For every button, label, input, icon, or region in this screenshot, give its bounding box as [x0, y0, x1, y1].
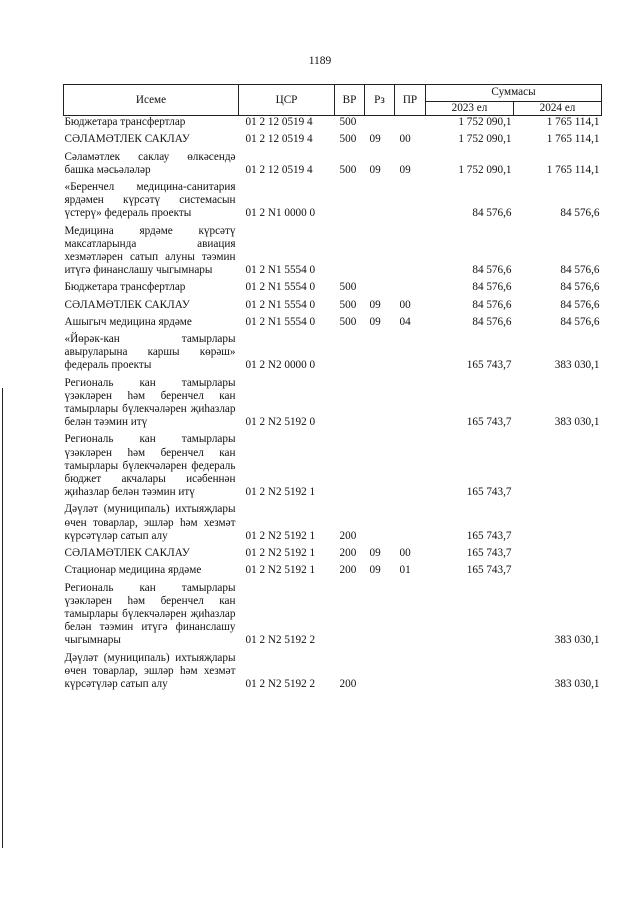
table-row — [64, 129, 602, 146]
row-rz: 09 — [369, 298, 381, 311]
row-vr — [335, 578, 365, 648]
table-row — [64, 221, 602, 278]
row-csr: 01 2 N1 5554 0 — [245, 281, 316, 294]
row-sum-2023: 165 743,7 — [466, 564, 512, 577]
budget-table — [63, 84, 602, 691]
header-pr: ПР — [395, 85, 426, 116]
header-rz: Рз — [365, 85, 395, 116]
row-rz: 09 — [369, 547, 381, 560]
row-vr: 200 — [339, 547, 357, 560]
row-vr — [335, 177, 365, 221]
row-sum-2024: 383 030,1 — [554, 416, 600, 429]
row-rz: 09 — [369, 564, 381, 577]
row-csr: 01 2 N1 5554 0 — [245, 315, 316, 328]
row-pr — [395, 429, 426, 499]
row-name: СӘЛАМӘТЛЕК САКЛАУ — [64, 133, 190, 146]
row-name: Региональ кан тамырлары үзәкләрен һәм беренчел кан тамырлары бүлекчәләрен федераль бюджет акчалары исәбеннән җиһазлар белән тәэмин итү — [64, 433, 236, 499]
row-csr: 01 2 N2 5192 1 — [245, 529, 316, 542]
row-name: Ашыгыч медицина ярдәме — [64, 315, 192, 328]
row-name: Медицина ярдәме күрсәтү максатларында авиация хезмәтләрен сатып алуны тәэмин итүгә финанслашу чыгымнары — [64, 224, 236, 277]
row-rz: 09 — [369, 163, 381, 176]
row-pr — [395, 329, 426, 373]
row-csr: 01 2 N2 5192 1 — [245, 564, 316, 577]
table-row — [64, 116, 602, 130]
table-row — [64, 277, 602, 294]
row-sum-2024: 1 765 114,1 — [546, 133, 600, 146]
row-vr: 200 — [339, 564, 357, 577]
row-csr: 01 2 12 0519 4 — [245, 116, 313, 129]
row-vr — [335, 329, 365, 373]
row-name: Региональ кан тамырлары үзәкләрен һәм беренчел кан тамырлары бүлекчәләрен җиһазлар белән тәэмин итүгә финанслашу чыгымнары — [64, 581, 236, 647]
row-name: «Йөрәк-кан тамырлары авыруларына каршы көрәш» федераль проекты — [64, 333, 236, 372]
row-name: Бюджетара трансфертлар — [64, 281, 186, 294]
row-sum-2024: 383 030,1 — [554, 634, 600, 647]
row-vr: 500 — [339, 281, 357, 294]
row-csr: 01 2 N2 5192 1 — [245, 547, 316, 560]
row-rz — [365, 373, 395, 430]
table-row — [64, 147, 602, 177]
row-pr — [395, 221, 426, 278]
row-vr: 500 — [339, 298, 357, 311]
row-sum-2024: 383 030,1 — [554, 677, 600, 690]
row-csr: 01 2 N2 5192 2 — [245, 677, 316, 690]
row-sum-2023: 165 743,7 — [466, 359, 512, 372]
table-row — [64, 373, 602, 430]
row-pr: 00 — [399, 547, 411, 560]
row-sum-2024: 84 576,6 — [560, 281, 600, 294]
row-name: Региональ кан тамырлары үзәкләрен һәм беренчел кан тамырлары бүлекчәләрен җиһазлар белән тәэмин итү — [64, 376, 236, 429]
row-name: Стационар медицина ярдәме — [64, 564, 202, 577]
row-rz — [365, 429, 395, 499]
row-vr — [335, 373, 365, 430]
row-sum-2024: 84 576,6 — [560, 315, 600, 328]
row-name: СӘЛАМӘТЛЕК САКЛАУ — [64, 547, 190, 560]
header-2023: 2023 ел — [426, 102, 514, 116]
row-pr: 01 — [399, 564, 411, 577]
row-sum-2024: 1 765 114,1 — [546, 116, 600, 129]
row-csr: 01 2 N2 0000 0 — [245, 359, 316, 372]
row-rz — [365, 578, 395, 648]
row-sum-2023: 84 576,6 — [472, 207, 512, 220]
header-sums: Суммасы — [426, 85, 602, 102]
row-vr: 500 — [339, 315, 357, 328]
table-row — [64, 177, 602, 221]
row-sum-2023: 165 743,7 — [466, 486, 512, 499]
row-pr — [395, 499, 426, 543]
row-rz — [365, 177, 395, 221]
header-2024: 2024 ел — [514, 102, 602, 116]
row-vr: 500 — [339, 163, 357, 176]
row-sum-2023: 1 752 090,1 — [458, 116, 512, 129]
header-vr: ВР — [335, 85, 365, 116]
row-csr: 01 2 N1 5554 0 — [245, 298, 316, 311]
table-row — [64, 329, 602, 373]
row-vr — [335, 429, 365, 499]
table-body — [64, 116, 602, 691]
row-rz — [365, 116, 395, 130]
row-rz — [365, 499, 395, 543]
row-sum-2024: 383 030,1 — [554, 359, 600, 372]
row-sum-2023 — [426, 648, 514, 692]
table-row — [64, 560, 602, 577]
row-rz — [365, 277, 395, 294]
row-csr: 01 2 12 0519 4 — [245, 163, 313, 176]
row-rz — [365, 648, 395, 692]
row-sum-2024: 84 576,6 — [560, 264, 600, 277]
row-csr: 01 2 N2 5192 1 — [245, 486, 316, 499]
row-sum-2023: 84 576,6 — [472, 298, 512, 311]
row-vr: 200 — [339, 677, 357, 690]
row-sum-2024 — [514, 499, 602, 543]
row-pr — [395, 116, 426, 130]
row-sum-2024: 1 765 114,1 — [546, 163, 600, 176]
table-row — [64, 295, 602, 312]
row-csr: 01 2 12 0519 4 — [245, 133, 313, 146]
header-name: Исеме — [64, 85, 239, 116]
table-row — [64, 429, 602, 499]
row-name: СӘЛАМӘТЛЕК САКЛАУ — [64, 298, 190, 311]
row-name: Дәүләт (муниципаль) ихтыяҗлары өчен товарлар, эшләр һәм хезмәт күрсәтүләр сатып алу — [64, 503, 236, 542]
row-csr: 01 2 N2 5192 2 — [245, 634, 316, 647]
row-rz — [365, 329, 395, 373]
row-sum-2024: 84 576,6 — [560, 207, 600, 220]
row-pr — [395, 578, 426, 648]
row-name: Бюджетара трансфертлар — [64, 116, 186, 129]
row-sum-2023: 84 576,6 — [472, 281, 512, 294]
row-sum-2024 — [514, 543, 602, 560]
row-sum-2023: 84 576,6 — [472, 315, 512, 328]
row-rz: 09 — [369, 133, 381, 146]
row-vr: 500 — [339, 133, 357, 146]
row-csr: 01 2 N2 5192 0 — [245, 416, 316, 429]
row-name: «Беренчел медицина-санитария ярдәмен күрсәтү системасын үстерү» федераль проекты — [64, 181, 236, 220]
row-pr — [395, 177, 426, 221]
table-row — [64, 648, 602, 692]
row-vr — [335, 221, 365, 278]
row-sum-2024: 84 576,6 — [560, 298, 600, 311]
row-vr: 500 — [339, 116, 357, 129]
row-sum-2023: 165 743,7 — [466, 416, 512, 429]
margin-rule — [2, 388, 3, 848]
row-sum-2024 — [514, 560, 602, 577]
row-pr — [395, 648, 426, 692]
row-sum-2023: 165 743,7 — [466, 529, 512, 542]
row-rz: 09 — [369, 315, 381, 328]
row-rz — [365, 221, 395, 278]
row-sum-2023: 1 752 090,1 — [458, 163, 512, 176]
row-pr — [395, 277, 426, 294]
page-number: 1189 — [308, 55, 332, 67]
row-vr: 200 — [339, 529, 357, 542]
row-pr: 09 — [399, 163, 411, 176]
row-sum-2023 — [426, 578, 514, 648]
row-pr: 00 — [399, 133, 411, 146]
table-row — [64, 578, 602, 648]
row-sum-2023: 1 752 090,1 — [458, 133, 512, 146]
table-row — [64, 312, 602, 329]
row-csr: 01 2 N1 5554 0 — [245, 264, 316, 277]
row-name: Сәламәтлек саклау өлкәсендә башка мәсьәләләр — [64, 150, 236, 176]
row-sum-2024 — [514, 429, 602, 499]
row-pr: 04 — [399, 315, 411, 328]
row-csr: 01 2 N1 0000 0 — [245, 207, 316, 220]
row-sum-2023: 165 743,7 — [466, 547, 512, 560]
table-row — [64, 543, 602, 560]
row-pr: 00 — [399, 298, 411, 311]
row-name: Дәүләт (муниципаль) ихтыяҗлары өчен товарлар, эшләр һәм хезмәт күрсәтүләр сатып алу — [64, 651, 236, 690]
row-sum-2023: 84 576,6 — [472, 264, 512, 277]
table-row — [64, 499, 602, 543]
header-csr: ЦСР — [239, 85, 335, 116]
row-pr — [395, 373, 426, 430]
